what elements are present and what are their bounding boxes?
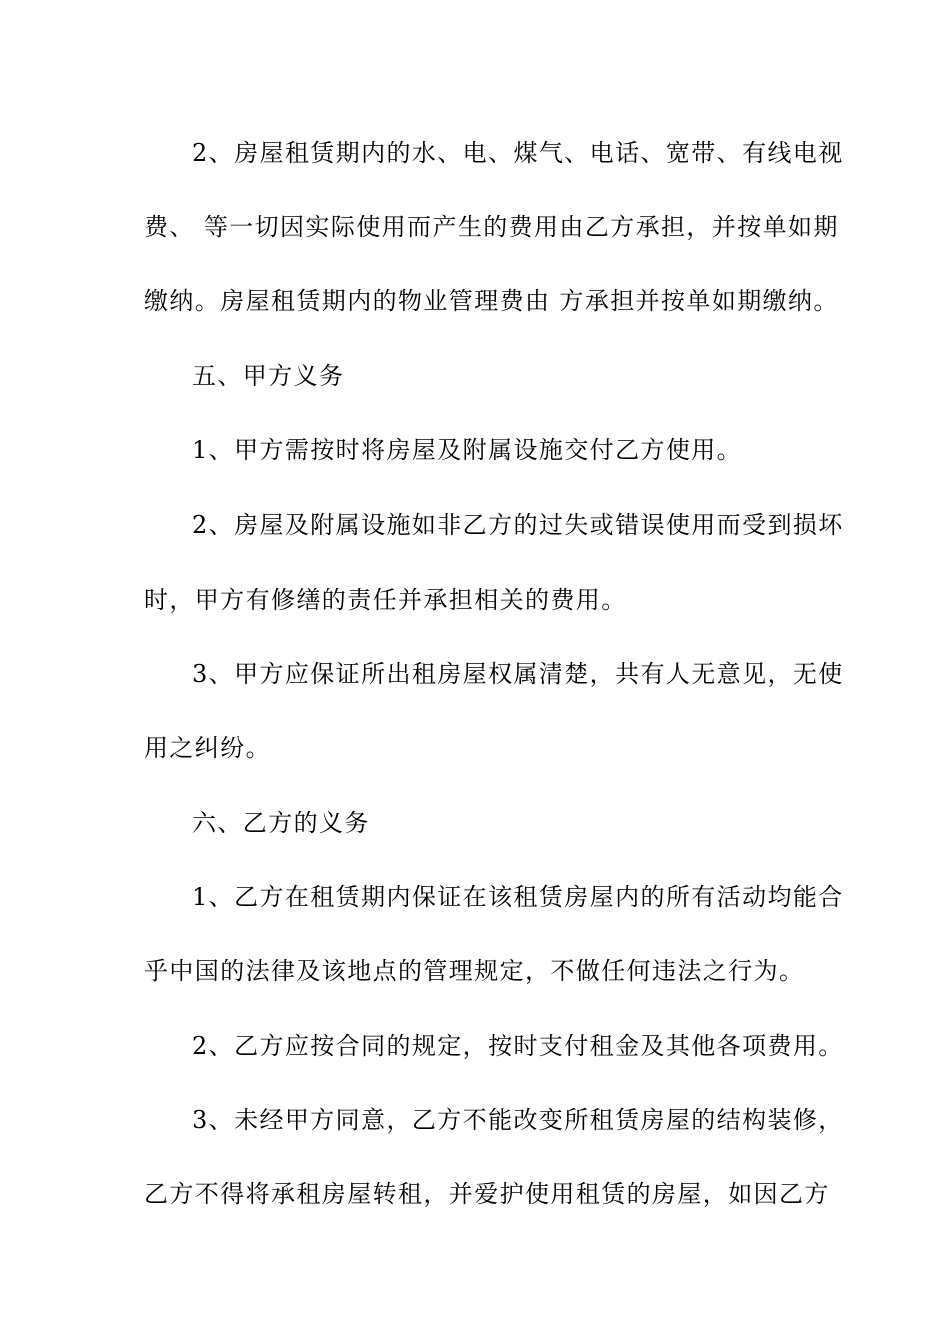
- text-line: 费、 等一切因实际使用而产生的费用由乙方承担，并按单如期: [144, 213, 839, 241]
- text-line: 2、房屋及附属设施如非乙方的过失或错误使用而受到损坏: [192, 511, 844, 539]
- text-line: 缴纳。房屋租赁期内的物业管理费由 方承担并按单如期缴纳。: [144, 287, 839, 315]
- text-line: 1、乙方在租赁期内保证在该租赁房屋内的所有活动均能合: [192, 883, 844, 911]
- text-line: 3、甲方应保证所出租房屋权属清楚，共有人无意见，无使: [192, 660, 844, 688]
- text-line: 1、甲方需按时将房屋及附属设施交付乙方使用。: [192, 436, 743, 464]
- text-line: 乙方不得将承租房屋转租，并爱护使用租赁的房屋，如因乙方: [144, 1180, 830, 1208]
- text-line: 时，甲方有修缮的责任并承担相关的费用。: [144, 586, 627, 614]
- text-line: 用之纠纷。: [144, 734, 271, 762]
- section-heading: 六、乙方的义务: [192, 809, 370, 837]
- text-line: 3、未经甲方同意，乙方不能改变所租赁房屋的结构装修，: [192, 1106, 844, 1134]
- text-line: 乎中国的法律及该地点的管理规定，不做任何违法之行为。: [144, 957, 805, 985]
- text-line: 2、乙方应按合同的规定，按时支付租金及其他各项费用。: [192, 1032, 844, 1060]
- text-line: 2、房屋租赁期内的水、电、煤气、电话、宽带、有线电视: [192, 139, 844, 167]
- section-heading: 五、甲方义务: [192, 362, 345, 390]
